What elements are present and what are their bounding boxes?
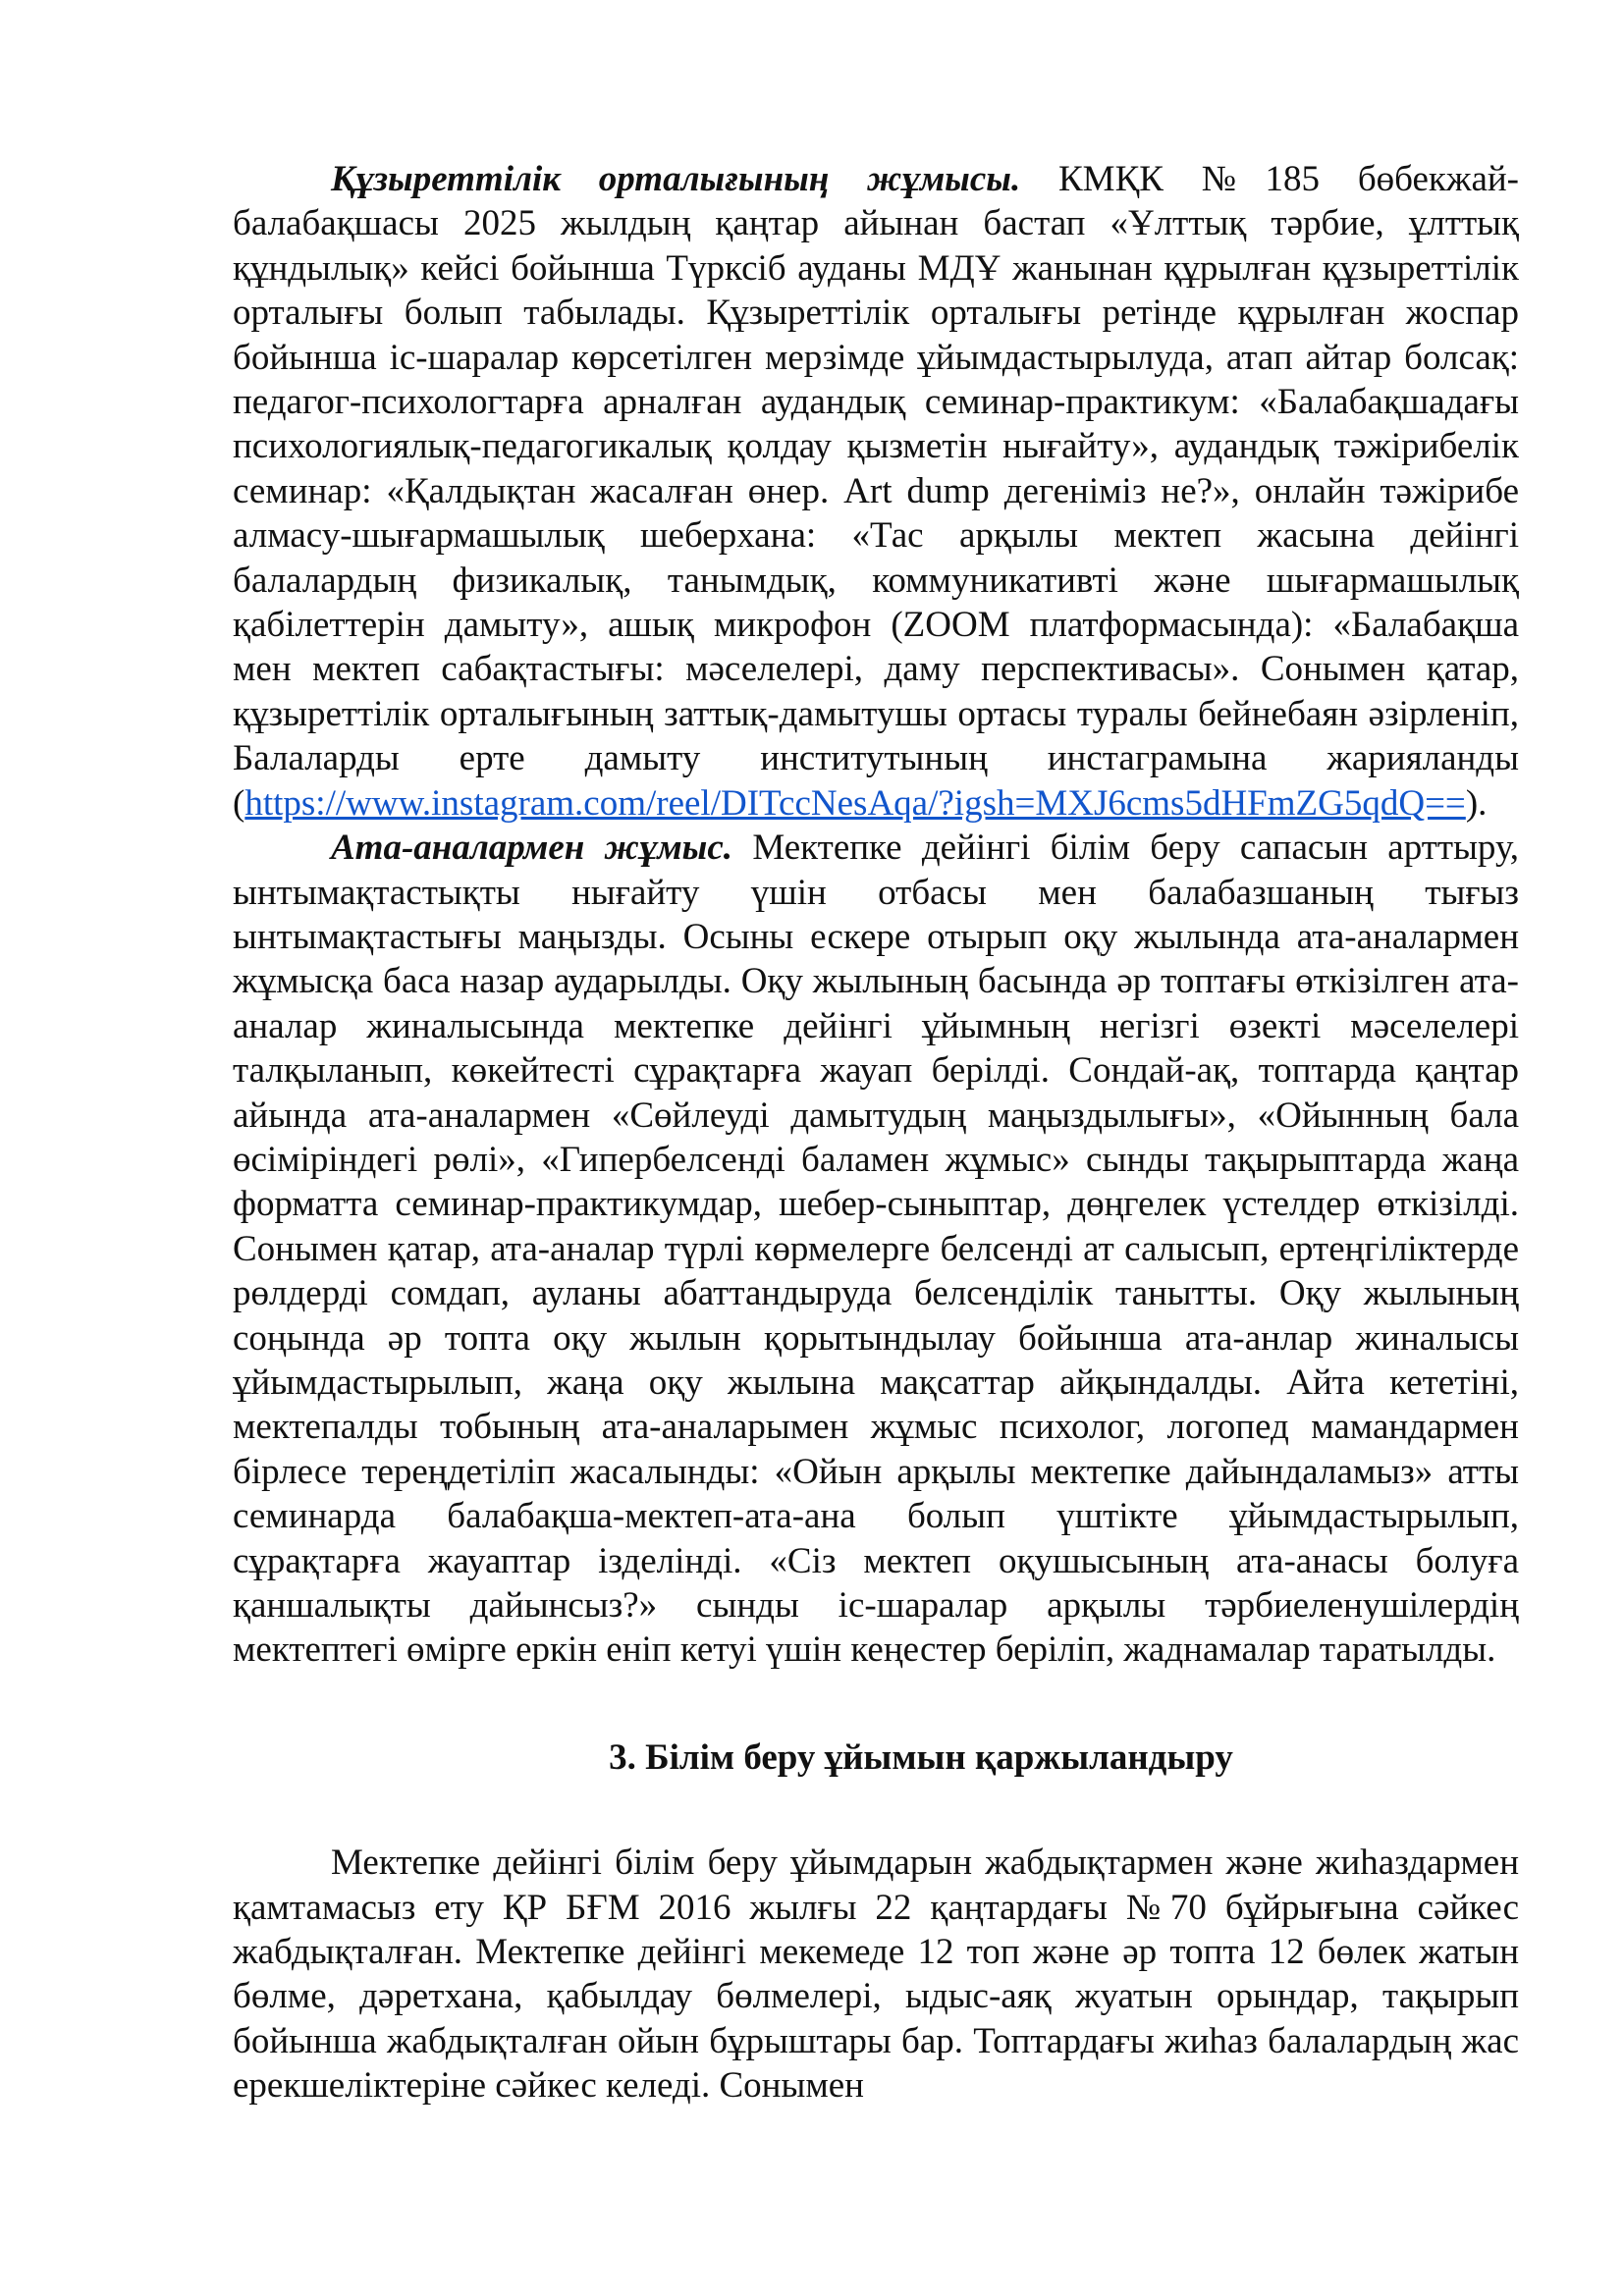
document-page bbox=[233, 157, 1519, 2109]
instagram-link[interactable]: https://www.instagram.com/reel/DITccNesAqa/?igsh=MXJ6cms5dHFmZG5qdQ== bbox=[244, 782, 1466, 824]
parents-work-paragraph bbox=[233, 826, 1519, 1673]
competence-center-text: КМҚК №185 бөбекжай-балабақшасы 2025 жылдың қаңтар айынан бастап «Ұлттық тәрбие, ұлттық құндылық» кейсі бойынша Түрксіб ауданы МДҰ жанынан құрылған құзыреттілік орталығы болып табылады. Құзыреттілік орталығы ретінде құрылған жоспар бойынша іс-шаралар көрсетілген мерзімде ұйымдастырылуда, атап айтар болсақ: педагог-психологтарға арналған аудандық семинар-практикум: «Балабақшадағы психологиялық-педагогикалық қолдау қызметін нығайту», аудандық тәжірибелік семинар: «Қалдықтан жасалған өнер. Art dump дегеніміз не?», онлайн тәжірибе алмасу-шығармашылық шеберхана: «Тас арқылы мектеп жасына дейінгі балалардың физикалық, танымдық, коммуникативті және шығармашылық қабілеттерін дамыту», ашық микрофон (ZOOM платформасында): «Балабақша мен мектеп сабақтастығы: мәселелері, даму перспективасы». Сонымен қатар, құзыреттілік орталығының заттық-дамытушы ортасы туралы бейнебаян әзірленіп, Балаларды ерте дамыту институтының инстаграмына жарияланды ( bbox=[233, 159, 1519, 824]
financing-paragraph: Мектепке дейінгі білім беру ұйымдарын жабдықтармен және жиһаздармен қамтамасыз ету ҚР БҒМ 2016 жылғы 22 қаңтардағы №70 бұйрығына сәйкес жабдықталған. Мектепке дейінгі мекемеде 12 топ және әр топта 12 бөлек жатын бөлме, дәретхана, қабылдау бөлмелері, ыдыс-аяқ жуатын орындар, тақырып бойынша жабдықталған ойын бұрыштары бар. Топтардағы жиһаз балалардың жас ерекшеліктеріне сәйкес келеді. Сонымен bbox=[233, 1842, 1519, 2107]
parents-work-lead: Ата-аналармен жұмыс. bbox=[331, 828, 733, 869]
parents-work-text: Мектепке дейінгі білім беру сапасын арттыру, ынтымақтастықты нығайту үшін отбасы мен балабазшаның тығыз ынтымақтастығы маңызды. Осыны ескере отырып оқу жылында ата-аналармен жұмысқа баса назар аударылды. Оқу жылының басында әр топтағы өткізілген ата-аналар жиналысында мектепке дейінгі ұйымның негізгі өзекті мәселелері талқыланып, көкейтесті сұрақтарға жауап берілді. Сондай-ақ, топтарда қаңтар айында ата-аналармен «Сөйлеуді дамытудың маңыздылығы», «Ойынның бала өсіміріндегі рөлі», «Гипербелсенді баламен жұмыс» сынды тақырыптарда жаңа форматта семинар-практикумдар, шебер-сыныптар, дөңгелек үстелдер өткізілді. Сонымен қатар, ата-аналар түрлі көрмелерге белсенді ат салысып, ертеңгіліктерде рөлдерді сомдап, ауланы абаттандыруда белсенділік танытты. Оқу жылының соңында әр топта оқу жылын қорытындылау бойынша ата-анлар жиналысы ұйымдастырылып, жаңа оқу жылына мақсаттар айқындалды. Айта кететіні, мектепалды тобының ата-аналарымен жұмыс психолог, логопед мамандармен бірлесе тереңдетіліп жасалынды: «Ойын арқылы мектепке дайындаламыз» атты семинарда балабақша-мектеп-ата-ана болып үштікте ұйымдастырылып, сұрақтарға жауаптар ізделінді. «Сіз мектеп оқушысының ата-анасы болуға қаншалықты дайынсыз?» сынды іс-шаралар арқылы тәрбиеленушілердің мектептегі өмірге еркін еніп кетуі үшін кеңестер беріліп, жаднамалар таратылды. bbox=[233, 828, 1519, 1671]
competence-center-paragraph bbox=[233, 157, 1519, 826]
section-heading: 3. Білім беру ұйымын қаржыландыру bbox=[609, 1736, 1233, 1778]
competence-center-lead: Құзыреттілік орталығының жұмысы. bbox=[331, 159, 1021, 199]
competence-center-text-end: ). bbox=[1465, 782, 1488, 824]
